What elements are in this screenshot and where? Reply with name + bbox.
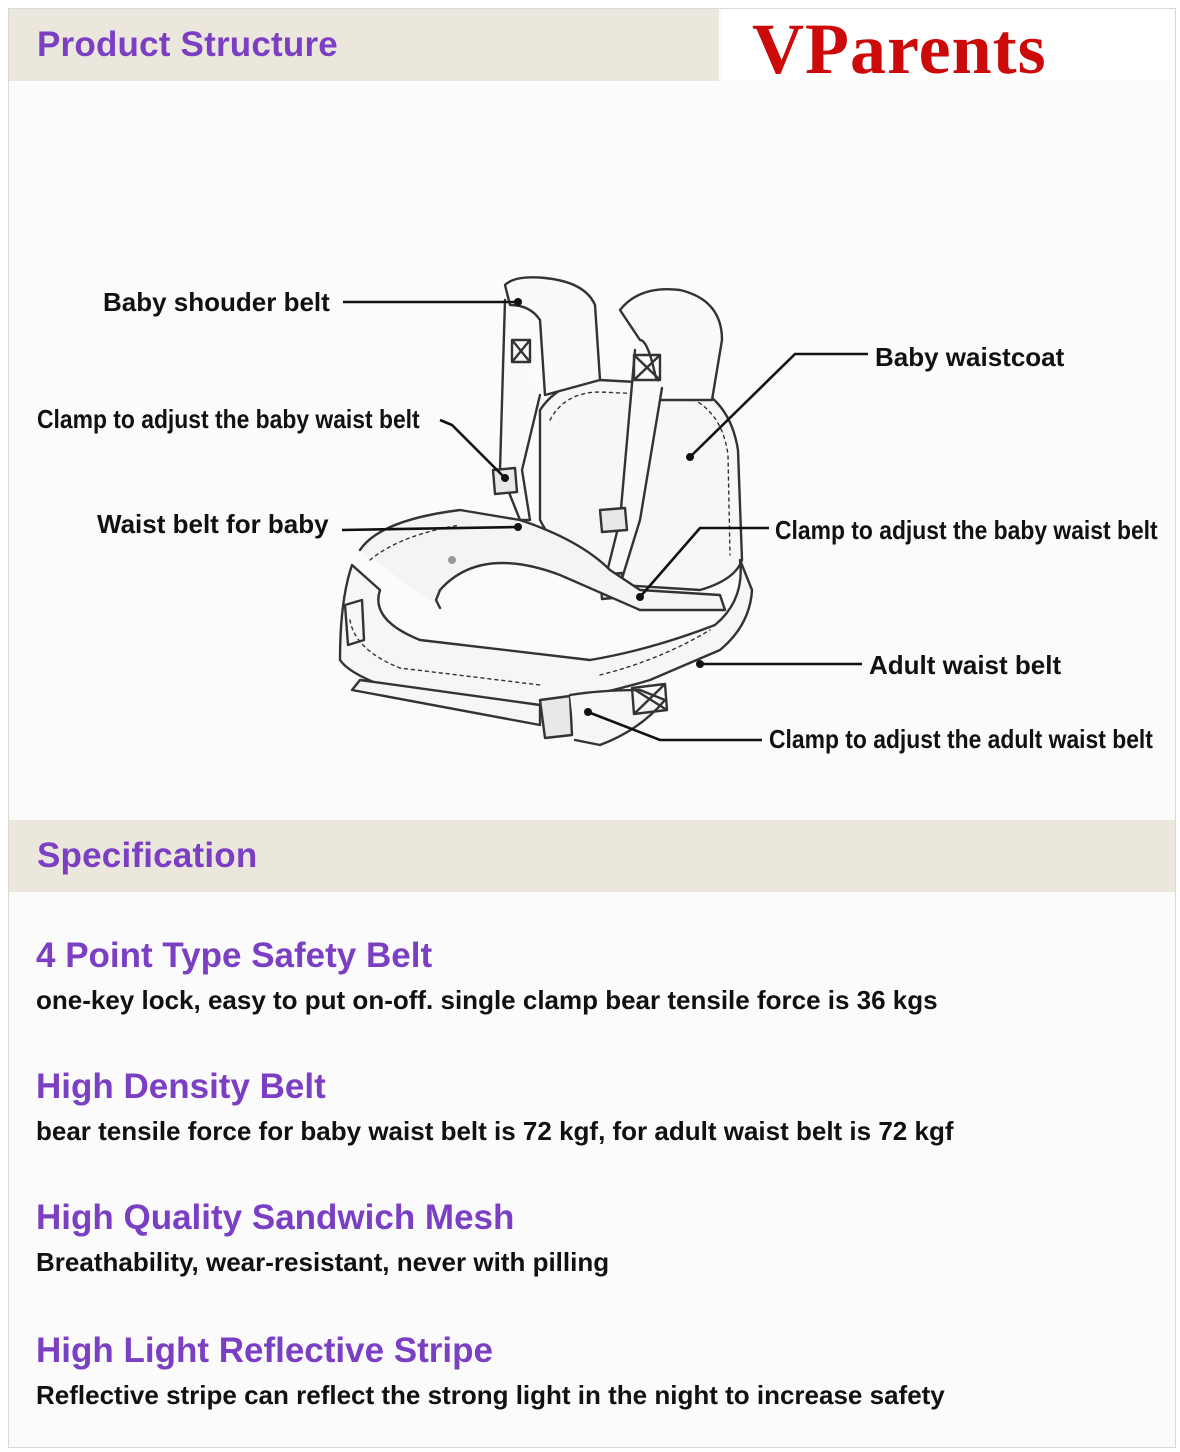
spec-item-title: 4 Point Type Safety Belt	[36, 936, 433, 975]
spec-item-desc: bear tensile force for baby waist belt is 72 kgf, for adult waist belt is 72 kgf	[36, 1116, 954, 1146]
specification-header	[9, 820, 1175, 892]
brand-name: VParents	[752, 9, 1047, 89]
spec-item-title: High Light Reflective Stripe	[36, 1331, 493, 1370]
callout-baby-waistcoat: Baby waistcoat	[875, 342, 1065, 372]
spec-item	[36, 1200, 609, 1275]
spec-item	[36, 1069, 953, 1144]
spec-item-title: High Quality Sandwich Mesh	[36, 1198, 515, 1237]
spec-item-desc: Breathability, wear-resistant, never with pilling	[36, 1247, 610, 1277]
spec-item	[36, 1333, 945, 1408]
spec-item	[36, 938, 938, 1013]
callout-clamp-adult-waist: Clamp to adjust the adult waist belt	[769, 724, 1153, 754]
spec-item-desc: Reflective stripe can reflect the strong light in the night to increase safety	[36, 1380, 945, 1410]
spec-item-desc: one-key lock, easy to put on-off. single clamp bear tensile force is 36 kgs	[36, 985, 938, 1015]
specification-title: Specification	[37, 836, 258, 875]
product-structure-title: Product Structure	[37, 25, 338, 64]
spec-item-title: High Density Belt	[36, 1067, 326, 1106]
callout-baby-shoulder-belt: Baby shouder belt	[103, 287, 330, 317]
callout-waist-belt-for-baby: Waist belt for baby	[97, 509, 329, 539]
callout-clamp-baby-waist-right: Clamp to adjust the baby waist belt	[775, 515, 1158, 545]
callout-clamp-baby-waist-left: Clamp to adjust the baby waist belt	[37, 404, 420, 434]
callout-adult-waist-belt: Adult waist belt	[869, 650, 1062, 680]
